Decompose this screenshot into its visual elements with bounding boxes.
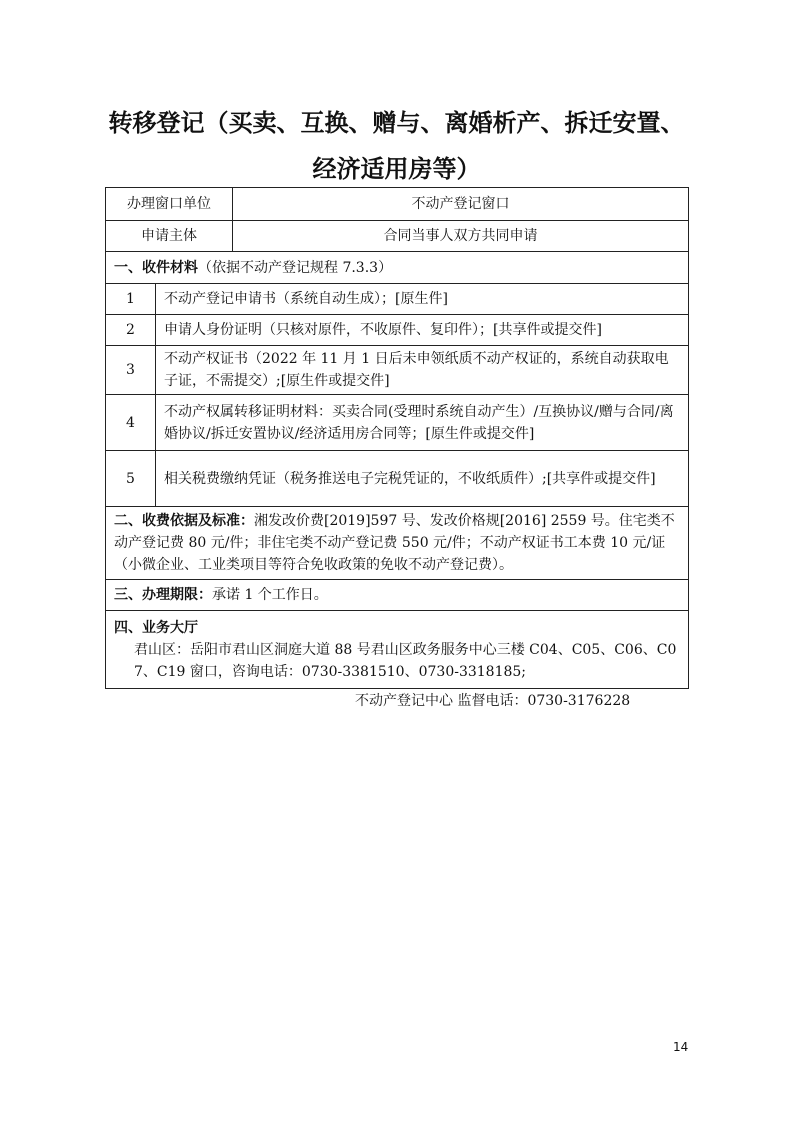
material-num: 3: [106, 346, 156, 395]
materials-heading: 一、收件材料: [114, 259, 198, 276]
material-num: 4: [106, 395, 156, 451]
table-row: [106, 451, 689, 507]
window-unit-value: 不动产登记窗口: [233, 188, 689, 221]
title-line-2: 经济适用房等）: [312, 155, 481, 183]
materials-heading-cell: [106, 252, 689, 284]
table-row: [106, 188, 689, 221]
table-row: [106, 346, 689, 395]
fees-text: 湘发改价费[2019]597 号、发改价格规[2016] 2559 号。住宅类不动产登记费 80 元/件；非住宅类不动产登记费 550 元/件；不动产权证书工本费 10 元/证（小微企业、工业类项目等符合免收政策的免收不动产登记费）。: [114, 513, 675, 573]
applicant-value: 合同当事人双方共同申请: [233, 221, 689, 252]
title-line-1: 转移登记（买卖、互换、赠与、离婚析产、拆迁安置、: [108, 109, 685, 137]
fees-cell: [106, 507, 689, 580]
hall-heading: 四、业务大厅: [114, 619, 198, 636]
table-row: [106, 252, 689, 284]
fees-heading: 二、收费依据及标准：: [114, 513, 254, 529]
info-table: [105, 187, 689, 689]
table-row: [106, 315, 689, 346]
material-text: 不动产权证书（2022 年 11 月 1 日后未申领纸质不动产权证的，系统自动获取电子证，不需提交）;[原生件或提交件]: [156, 346, 689, 395]
page-title: [90, 100, 703, 192]
page-number: 14: [673, 1040, 689, 1054]
material-text: 不动产登记申请书（系统自动生成）；[原生件]: [156, 284, 689, 315]
material-text: 相关税费缴纳凭证（税务推送电子完税凭证的，不收纸质件）;[共享件或提交件]: [156, 451, 689, 507]
period-text: 承诺 1 个工作日。: [212, 587, 328, 603]
table-row: [106, 611, 689, 689]
period-cell: [106, 580, 689, 611]
hall-text: 君山区：岳阳市君山区洞庭大道 88 号君山区政务服务中心三楼 C04、C05、C06、C07、C19 窗口，咨询电话：0730-3381510、0730-3318185;: [134, 641, 677, 680]
table-row: [106, 221, 689, 252]
material-num: 2: [106, 315, 156, 346]
material-text: 申请人身份证明（只核对原件，不收原件、复印件）；[共享件或提交件]: [156, 315, 689, 346]
material-num: 1: [106, 284, 156, 315]
material-num: 5: [106, 451, 156, 507]
footer-contact: 不动产登记中心 监督电话：0730-3176228: [355, 693, 631, 709]
window-unit-label: 办理窗口单位: [106, 188, 233, 221]
table-row: [106, 580, 689, 611]
table-row: [106, 395, 689, 451]
table-row: [106, 507, 689, 580]
hall-cell: [106, 611, 689, 689]
materials-heading-note: （依据不动产登记规程 7.3.3）: [198, 259, 393, 276]
applicant-label: 申请主体: [106, 221, 233, 252]
table-row: [106, 284, 689, 315]
material-text: 不动产权属转移证明材料：买卖合同(受理时系统自动产生）/互换协议/赠与合同/离婚协议/拆迁安置协议/经济适用房合同等；[原生件或提交件]: [156, 395, 689, 451]
period-heading: 三、办理期限：: [114, 587, 212, 603]
